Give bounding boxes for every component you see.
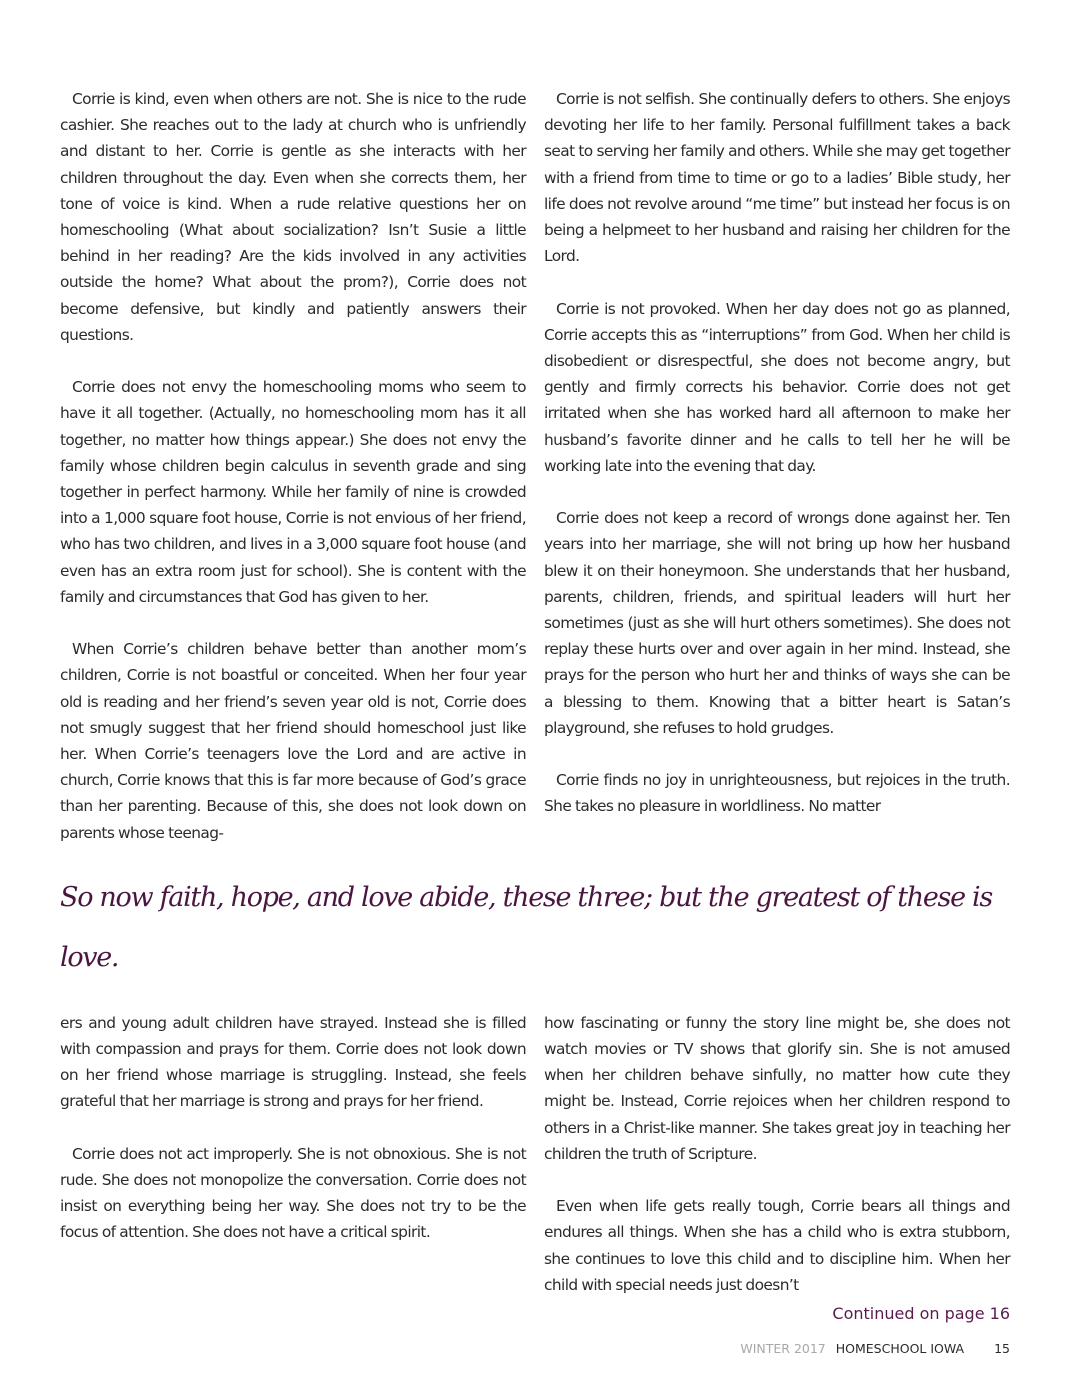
paragraph-continuation-strayed: ers and young adult children have strayed. Instead she is filled with compassion and prays for them. Corrie does not look down on her friend whose marriage is struggling. Instead, she feels grateful that her marriage is strong and prays for her friend. xyxy=(60,1013,526,1111)
footer-page-number: 15 xyxy=(994,1341,1010,1357)
column-bottom-left xyxy=(60,1010,526,1298)
footer-issue: WINTER 2017 xyxy=(740,1341,826,1357)
page-footer xyxy=(60,1341,1010,1356)
column-bottom-right xyxy=(544,1010,1010,1298)
paragraph-kind: Corrie is kind, even when others are not. She is nice to the rude cashier. She reaches out to the lady at church who is unfriendly and distant to her. Corrie is gentle as she interacts with her children throughout the day. Even when she corrects them, her tone of voice is kind. When a rude relative questions her on homeschooling (What about socialization? Isn’t Susie a little behind in her reading? Are the kids involved in any activities outside the home? What about the prom?), Corrie does not become defensive, but kindly and patiently answers their questions. xyxy=(60,90,526,344)
column-top-left xyxy=(60,86,526,846)
pull-quote: So now faith, hope, and love abide, these three; but the greatest of these is love. xyxy=(60,881,992,973)
paragraph-continuation-fascinating: how fascinating or funny the story line might be, she does not watch movies or TV shows that glorify sin. She is not amused when her children behave sinfully, no matter how cute they might be. Instead, Corrie rejoices when her children respond to others in a Christ-like manner. She takes great joy in teaching her children the truth of Scripture. xyxy=(544,1013,1010,1163)
columns-bottom xyxy=(60,1010,1010,1298)
continued-link[interactable]: Continued on page 16 xyxy=(832,1304,1010,1324)
footer-magazine: HOMESCHOOL IOWA xyxy=(835,1341,965,1357)
paragraph-rejoices-truth: Corrie finds no joy in unrighteousness, but rejoices in the truth. She takes no pleasure in worldliness. No matter xyxy=(544,771,1010,816)
pull-quote-container xyxy=(60,868,1010,988)
paragraph-bears-all-things: Even when life gets really tough, Corrie bears all things and endures all things. When she has a child who is extra stubborn, she continues to love this child and to discipline him. When her child with special needs just doesn’t xyxy=(544,1197,1010,1294)
columns-top xyxy=(60,86,1010,846)
paragraph-boastful: When Corrie’s children behave better than another mom’s children, Corrie is not boastful or conceited. When her four year old is reading and her friend’s seven year old is not, Corrie does not smugly suggest that her friend should homeschool just like her. When Corrie’s teenagers love the Lord and are active in church, Corrie knows that this is far more because of God’s grace than her parenting. Because of this, she does not look down on parents whose teenag- xyxy=(60,640,526,842)
column-top-right xyxy=(544,86,1010,846)
paragraph-envy: Corrie does not envy the homeschooling moms who seem to have it all together. (Actually, no homeschooling mom has it all together, no matter how things appear.) She does not envy the family whose children begin calculus in seventh grade and sing together in perfect harmony. While her family of nine is crowded into a 1,000 square foot house, Corrie is not envious of her friend, who has two children, and lives in a 3,000 square foot house (and even has an extra room just for school). She is content with the family and circumstances that God has given to her. xyxy=(60,378,526,606)
paragraph-improperly: Corrie does not act improperly. She is not obnoxious. She is not rude. She does not monopolize the conversation. Corrie does not insist on everything being her way. She does not try to be the focus of attention. She does not have a critical spirit. xyxy=(60,1144,526,1242)
paragraph-selfish: Corrie is not selfish. She continually defers to others. She enjoys devoting her life to her family. Personal fulfillment takes a back seat to serving her family and others. While she may get together with a friend from time to time or go to a ladies’ Bible study, her life does not revolve around “me time” but instead her focus is on being a helpmeet to her husband and raising her children for the Lord. xyxy=(544,90,1010,266)
paragraph-record-of-wrongs: Corrie does not keep a record of wrongs done against her. Ten years into her marriage, she will not bring up how her husband blew it on their honeymoon. She understands that her husband, parents, children, friends, and spiritual leaders will hurt her sometimes (just as she will hurt others sometimes). She does not replay these hurts over and over again in her mind. Instead, she prays for the person who hurt her and thinks of ways she can be a blessing to them. Knowing that a bitter heart is Satan’s playground, she refuses to hold grudges. xyxy=(544,509,1010,737)
paragraph-provoked: Corrie is not provoked. When her day does not go as planned, Corrie accepts this as “interruptions” from God. When her child is disobedient or disrespectful, she does not become angry, but gently and firmly corrects his behavior. Corrie does not get irritated when she has worked hard all afternoon to make her husband’s favorite dinner and he calls to tell her he will be working late into the evening that day. xyxy=(544,299,1010,475)
